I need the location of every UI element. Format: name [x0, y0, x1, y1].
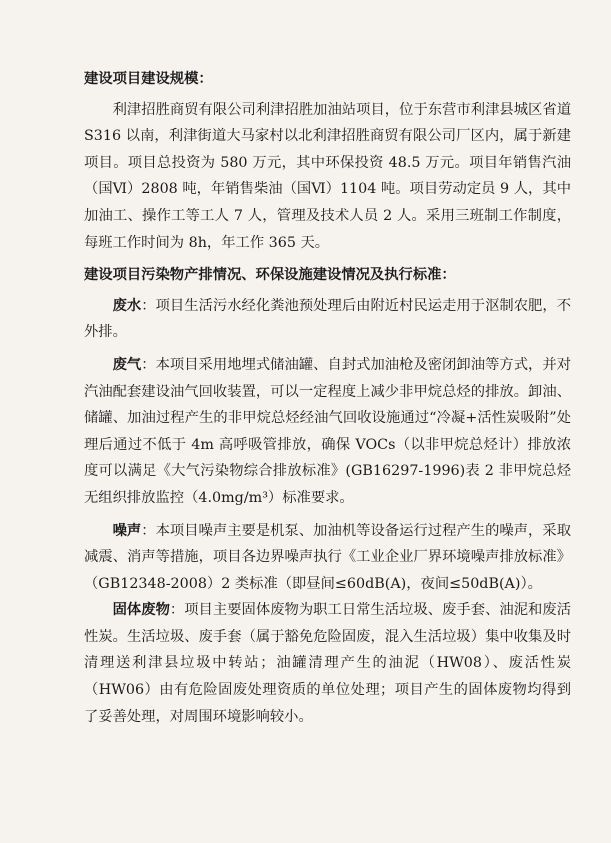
- noise-paragraph: [84, 518, 571, 598]
- gas-label: 废气: [112, 356, 142, 373]
- pollution-heading: 建设项目污染物产排情况、环保设施建设情况及执行标准：: [84, 267, 456, 284]
- scale-paragraph: 利津招胜商贸有限公司利津招胜加油站项目，位于东营市利津县城区省道 S316 以南，利津街道大马家村以北利津招胜商贸有限公司厂区内，属于新建项目。项目总投资为 580 万元，其中环保投资 48.5 万元。项目年销售汽油（国Ⅵ）2808 吨，年销售柴油（国Ⅵ）1104 吨。项目劳动定员 9 人，其中加油工、操作工等工人 7 人，管理及技术人员 2 人。采用三班制工作制度，每班工作时间为 8h，年工作 365 天。: [84, 101, 571, 251]
- solid-waste-paragraph: [84, 597, 571, 730]
- solid-waste-label: 固体废物: [112, 602, 170, 619]
- wastewater-text: ：项目生活污水经化粪池预处理后由附近村民运走用于沤制农肥，不外排。: [84, 297, 572, 341]
- noise-label: 噪声: [112, 522, 142, 539]
- solid-waste-text: ：项目主要固体废物为职工日常生活垃圾、废手套、油泥和废活性炭。生活垃圾、废手套（属于豁免危险固废，混入生活垃圾）集中收集及时清理送利津县垃圾中转站；油罐清理产生的油泥（HW08）、废活性炭（HW06）由有危险固废处理资质的单位处理；项目产生的固体废物均得到了妥善处理，对周围环境影响较小。: [84, 602, 572, 725]
- noise-text: ：本项目噪声主要是机泵、加油机等设备运行过程产生的噪声，采取减震、消声等措施，项目各边界噪声执行《工业企业厂界环境噪声排放标准》（GB12348-2008）2 类标准（即昼间≤60dB(A)，夜间≤50dB(A)）。: [84, 522, 572, 592]
- wastewater-paragraph: [84, 293, 571, 346]
- wastewater-label: 废水: [112, 297, 142, 314]
- gas-paragraph: [84, 352, 571, 512]
- scale-heading: 建设项目建设规模：: [84, 71, 213, 87]
- gas-text: ：本项目采用地埋式储油罐、自封式加油枪及密闭卸油等方式，并对汽油配套建设油气回收装置，可以一定程度上减少非甲烷总烃的排放。卸油、储罐、加油过程产生的非甲烷总烃经油气回收设施通过“冷凝+活性炭吸附”处理后通过不低于 4m 高呼吸管排放，确保 VOCs（以非甲烷总烃计）排放浓度可以满足《大气污染物综合排放标准》(GB16297-1996)表 2 非甲烷总烃无组织排放监控（4.0mg/m³）标准要求。: [84, 356, 572, 506]
